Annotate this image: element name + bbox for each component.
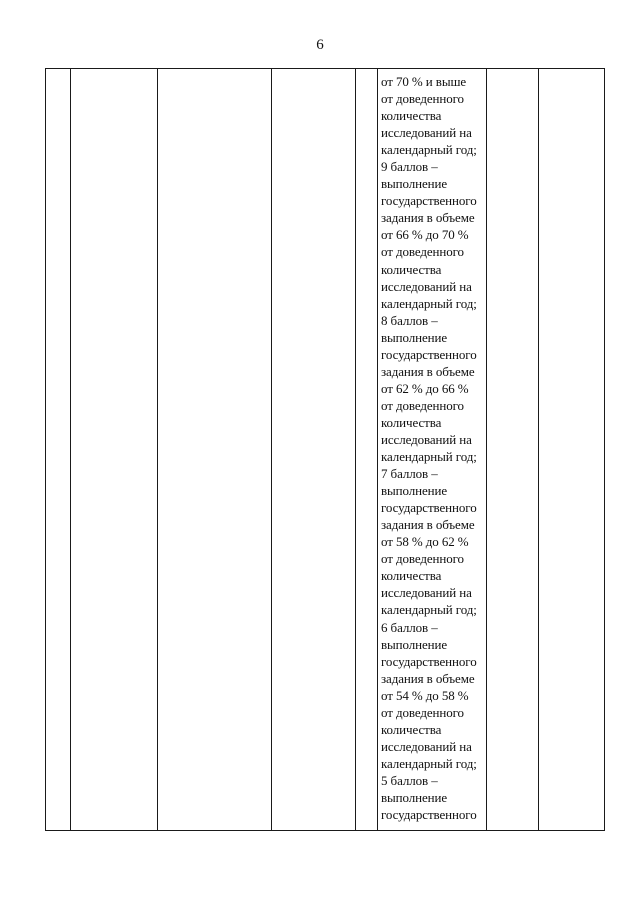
cell-text-line: количества [381, 108, 442, 124]
cell-text-line: календарный год; [381, 142, 477, 158]
cell-text-line: 6 баллов – [381, 619, 438, 635]
cell-text-line: 8 баллов – [381, 312, 438, 328]
table-column-divider [70, 69, 71, 830]
criteria-table [45, 68, 605, 831]
cell-text-line: от 54 % до 58 % [381, 687, 469, 703]
page-number: 6 [316, 37, 324, 53]
table-column-divider [355, 69, 356, 830]
cell-text-line: от 66 % до 70 % [381, 227, 469, 243]
cell-text-line: количества [381, 721, 442, 737]
cell-text-line: 7 баллов – [381, 466, 438, 482]
cell-text-line: государственного [381, 807, 477, 823]
cell-text-line: календарный год; [381, 449, 477, 465]
table-column-divider [157, 69, 158, 830]
cell-text-line: от доведенного [381, 397, 464, 413]
cell-text-line: выполнение [381, 329, 448, 345]
cell-text-line: выполнение [381, 636, 448, 652]
cell-text-line: исследований на [381, 125, 472, 141]
cell-text-line: календарный год; [381, 295, 477, 311]
cell-text-line: количества [381, 568, 442, 584]
cell-text-line: исследований на [381, 278, 472, 294]
cell-text-line: количества [381, 261, 442, 277]
cell-text-line: государственного [381, 500, 477, 516]
cell-text-line: государственного [381, 193, 477, 209]
cell-text-line: от доведенного [381, 91, 464, 107]
table-column-divider [271, 69, 272, 830]
cell-text-line: 9 баллов – [381, 159, 438, 175]
cell-text-line: задания в объеме [381, 210, 475, 226]
cell-text-line: количества [381, 414, 442, 430]
cell-text-line: календарный год; [381, 602, 477, 618]
cell-text-line: от 62 % до 66 % [381, 380, 469, 396]
cell-text-line: от доведенного [381, 704, 464, 720]
cell-text-line: выполнение [381, 789, 448, 805]
table-column-divider [486, 69, 487, 830]
cell-text-line: от 70 % и выше [381, 74, 467, 89]
cell-text-line: выполнение [381, 176, 448, 192]
table-column-divider [538, 69, 539, 830]
cell-text-line: исследований на [381, 585, 472, 601]
cell-text-line: исследований на [381, 738, 472, 754]
cell-text-line: государственного [381, 653, 477, 669]
cell-text-line: государственного [381, 346, 477, 362]
table-cell-criteria-text [381, 73, 485, 823]
cell-text-line: задания в объеме [381, 517, 475, 533]
cell-text-line: задания в объеме [381, 670, 475, 686]
cell-text-line: календарный год; [381, 755, 477, 771]
cell-text-line: от доведенного [381, 244, 464, 260]
cell-text-line: задания в объеме [381, 363, 475, 379]
cell-text-line: от доведенного [381, 551, 464, 567]
cell-text-line: 5 баллов – [381, 772, 438, 788]
cell-text-line: исследований на [381, 431, 472, 447]
cell-text-line: выполнение [381, 483, 448, 499]
cell-text-line: от 58 % до 62 % [381, 534, 469, 550]
table-column-divider [377, 69, 378, 830]
